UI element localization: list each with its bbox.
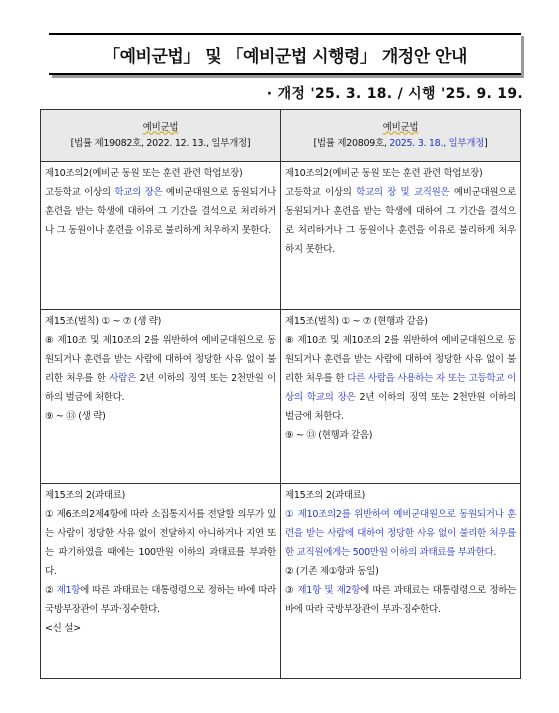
table-row bbox=[41, 310, 521, 484]
old-10-2-body bbox=[45, 183, 276, 240]
new-15-2-t3a: ③ bbox=[285, 585, 298, 596]
old-law-name: 예비군법 bbox=[142, 121, 179, 133]
new-15-title: 제15조(벌칙) ① ~ ⑦ (현행과 같음) bbox=[285, 316, 428, 327]
old-15-t1c: 2년 이하의 징역 또는 2천만원 이하의 벌금에 처한다. bbox=[45, 373, 276, 403]
amendment-dates: · 개정 '25. 3. 18. / 시행 '25. 9. 19. bbox=[266, 86, 523, 102]
old-15-2-para2 bbox=[45, 581, 276, 619]
table-row bbox=[41, 162, 521, 310]
new-15-2-para1: ① 제10조의2를 위반하여 예비군대원으로 동원되거나 훈련을 받는 사람에 대하여 정당한 사유 없이 불리한 처우를 한 교직원에게는 500만원 이하의 과태료를 부과한다. bbox=[285, 509, 516, 558]
old-article-15-2 bbox=[41, 484, 281, 679]
new-15-t1c: 2년 이하의 징역 또는 2천만원 이하의 벌금에 처한다. bbox=[285, 392, 516, 422]
new-article-15-2 bbox=[281, 484, 521, 679]
old-law-header bbox=[41, 110, 281, 162]
old-10-2-t1: 고등학교 이상의 bbox=[45, 187, 115, 198]
old-15-2-para1-ref: 제1항 bbox=[56, 585, 81, 596]
table-header-row bbox=[41, 110, 521, 162]
old-law-sub: [법률 제19082호, 2022. 12. 13., 일부개정] bbox=[70, 137, 251, 149]
new-10-2-t1c: 예비군대원으로 동원되거나 훈련을 받는 학생에 대하여 그 기간을 결석으로 처리하거나 그 동원이나 훈련을 이유로 불리하게 처우하지 못한다. bbox=[285, 187, 516, 255]
new-10-2-title: 제10조의2(예비군 동원 또는 훈련 관련 학업보장) bbox=[285, 168, 483, 179]
new-article-10-2 bbox=[281, 162, 521, 310]
new-law-sub-c: ] bbox=[484, 137, 488, 149]
old-15-2-t2c: 에 따른 과태료는 대통령령으로 정하는 바에 따라 국방부장관이 부과·징수한다. bbox=[45, 585, 276, 615]
new-law-sub bbox=[283, 136, 518, 152]
new-law-sub-date: 2025. 3. 18., 일부개정 bbox=[389, 137, 485, 149]
old-10-2-title: 제10조의2(예비군 동원 또는 훈련 관련 학업보장) bbox=[45, 168, 243, 179]
new-15-para8 bbox=[285, 331, 516, 426]
new-law-name: 예비군법 bbox=[382, 121, 419, 133]
old-15-2-title: 제15조의 2(과태료) bbox=[45, 490, 126, 501]
new-15-employer: 다른 사람을 사용하는 자 또는 고등학교 이상의 학교의 장은 bbox=[285, 373, 516, 403]
new-law-sub-a: [법률 제20809호, bbox=[313, 137, 390, 149]
new-15-t1: ⑧ 제10조 및 제10조의 2를 위반하여 예비군대원으로 동원되거나 훈련을 받는 사람에 대하여 정당한 사유 없이 불리한 처우를 한 bbox=[285, 335, 516, 384]
new-15-2-para-ref: 제1항 및 제2항 bbox=[297, 585, 361, 596]
old-15-2-para1: ① 제6조의2제4항에 따라 소집통지서를 전달할 의무가 있는 사람이 정당한 사유 없이 전달하지 아니하거나 지연 또는 파기하였을 때에는 100만원 이하의 과태료를 부과한다. bbox=[45, 509, 276, 577]
old-article-15 bbox=[41, 310, 281, 484]
new-15-para9: ⑨ ~ ⑬ (현행과 같음) bbox=[285, 430, 373, 441]
new-15-2-t3c: 에 따른 과태료는 대통령령으로 정하는 바에 따라 국방부장관이 부과·징수한다. bbox=[285, 585, 516, 615]
new-15-2-para3 bbox=[285, 581, 516, 619]
old-10-2-t1c: 예비군대원으로 동원되거나 훈련을 받는 학생에 대하여 그 기간을 결석으로 처리하거나 그 동원이나 훈련을 이유로 불리하게 처우하지 못한다. bbox=[45, 187, 276, 236]
old-15-para8 bbox=[45, 331, 276, 407]
old-15-2-new: <신 설> bbox=[45, 623, 81, 634]
old-15-t1: ⑧ 제10조 및 제10조의 2를 위반하여 예비군대원으로 동원되거나 훈련을 받는 사람에 대하여 정당한 사유 없이 불리한 처우를 한 bbox=[45, 335, 276, 384]
old-15-para9: ⑨ ~ ⑬ (생 략) bbox=[45, 411, 106, 422]
comparison-table bbox=[40, 109, 521, 679]
new-10-2-school-staff: 학교의 장 및 교직원은 bbox=[356, 187, 450, 198]
title-box bbox=[49, 33, 521, 75]
table-row bbox=[41, 484, 521, 679]
new-10-2-t1: 고등학교 이상의 bbox=[285, 187, 357, 198]
page-title: 「예비군법」 및 「예비군법 시행령」 개정안 안내 bbox=[103, 46, 467, 67]
old-15-person: 사람은 bbox=[109, 373, 136, 384]
old-15-title: 제15조(벌칙) ① ~ ⑦ (생 략) bbox=[45, 316, 162, 327]
new-15-2-title: 제15조의 2(과태료) bbox=[285, 490, 366, 501]
new-law-header bbox=[281, 110, 521, 162]
new-10-2-body bbox=[285, 183, 516, 259]
old-article-10-2 bbox=[41, 162, 281, 310]
new-15-2-para2: ② (기존 제①항과 동일) bbox=[285, 566, 379, 577]
new-article-15 bbox=[281, 310, 521, 484]
old-15-2-t2a: ② bbox=[45, 585, 57, 596]
old-10-2-school-head: 학교의 장은 bbox=[114, 187, 163, 198]
